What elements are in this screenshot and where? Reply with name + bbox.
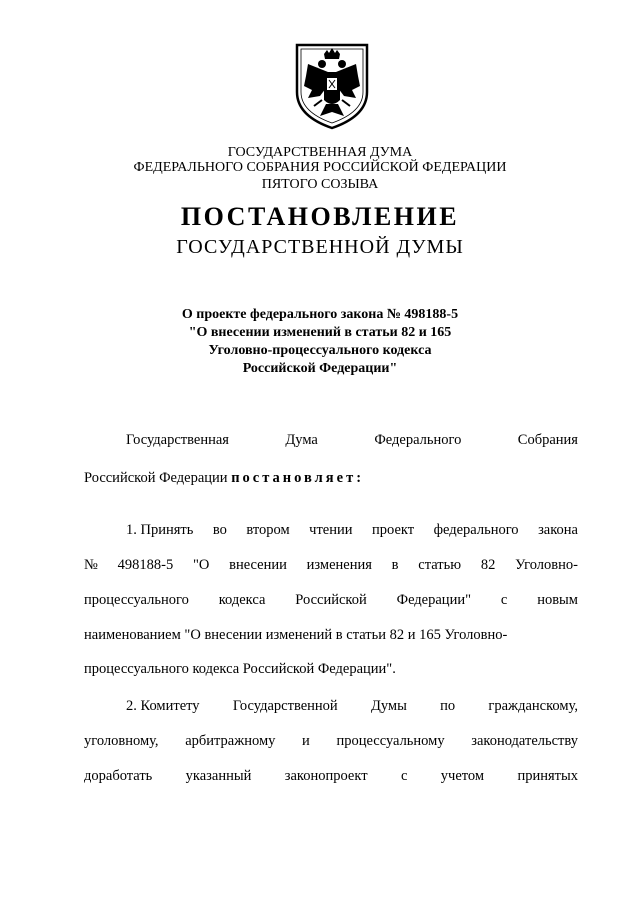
word: по <box>440 698 456 714</box>
word: указанный <box>185 768 252 784</box>
word: Государственной <box>232 698 338 714</box>
document-title: ПОСТАНОВЛЕНИЕ <box>180 202 460 231</box>
word: Федерации" <box>396 592 472 608</box>
para1-line-5: процессуального кодекса Российской Федерации". <box>84 661 396 677</box>
subject-line-3: Уголовно-процессуального кодекса <box>208 343 432 358</box>
preamble-word: Федерального <box>374 432 462 448</box>
word: и <box>302 733 310 749</box>
word: в <box>391 557 399 573</box>
word: принятых <box>517 768 578 784</box>
word: доработать <box>84 768 153 784</box>
header-line-3: ПЯТОГО СОЗЫВА <box>261 177 379 192</box>
word: внесении <box>229 557 287 573</box>
para1-line-3 <box>84 592 578 609</box>
word: изменения <box>306 557 372 573</box>
subject-line-4: Российской Федерации" <box>242 361 398 376</box>
word: "О <box>192 557 210 573</box>
word: федерального <box>433 522 519 538</box>
word: 82 <box>480 557 496 573</box>
word: учетом <box>440 768 485 784</box>
word: законодательству <box>471 733 578 749</box>
coat-of-arms-emblem <box>294 42 370 130</box>
word: 2. Комитету <box>126 698 200 714</box>
word: Российской <box>295 592 367 608</box>
para1-line-2 <box>84 557 578 574</box>
para2-line-2 <box>84 733 578 750</box>
preamble-line-2 <box>84 470 578 487</box>
word: Уголовно- <box>515 557 578 573</box>
word: во <box>212 522 227 538</box>
para2-line-3 <box>84 768 578 785</box>
word: 1. Принять <box>126 522 194 538</box>
word: проект <box>372 522 415 538</box>
document-subtitle: ГОСУДАРСТВЕННОЙ ДУМЫ <box>176 236 464 258</box>
header-line-1: ГОСУДАРСТВЕННАЯ ДУМА <box>227 145 413 160</box>
preamble-line-1 <box>126 432 578 449</box>
para2-line-1 <box>126 698 578 715</box>
resolves-word: постановляет: <box>231 470 365 486</box>
word: процессуальному <box>336 733 445 749</box>
word: законопроект <box>284 768 368 784</box>
preamble-word: Дума <box>285 432 318 448</box>
word: втором <box>246 522 290 538</box>
word: уголовному, <box>84 733 159 749</box>
word: гражданскому, <box>488 698 578 714</box>
word: чтении <box>309 522 353 538</box>
word: новым <box>537 592 578 608</box>
word: 498188-5 <box>117 557 174 573</box>
preamble-word: Государственная <box>126 432 229 448</box>
word: № <box>84 557 98 573</box>
subject-line-2: "О внесении изменений в статьи 82 и 165 <box>188 325 452 340</box>
word: Думы <box>370 698 407 714</box>
word: процессуального <box>84 592 189 608</box>
word: закона <box>538 522 578 538</box>
para1-line-1 <box>126 522 578 539</box>
para1-line-4: наименованием "О внесении изменений в статьи 82 и 165 Уголовно- <box>84 627 508 643</box>
word: арбитражному <box>185 733 276 749</box>
word: с <box>500 592 508 608</box>
preamble-line-2-text: Российской Федерации <box>84 470 228 486</box>
word: кодекса <box>218 592 266 608</box>
word: с <box>400 768 408 784</box>
preamble-word: Собрания <box>517 432 578 448</box>
header-line-2: ФЕДЕРАЛЬНОГО СОБРАНИЯ РОССИЙСКОЙ ФЕДЕРАЦИИ <box>133 160 507 175</box>
subject-line-1: О проекте федерального закона № 498188-5 <box>181 307 459 322</box>
word: статью <box>418 557 462 573</box>
